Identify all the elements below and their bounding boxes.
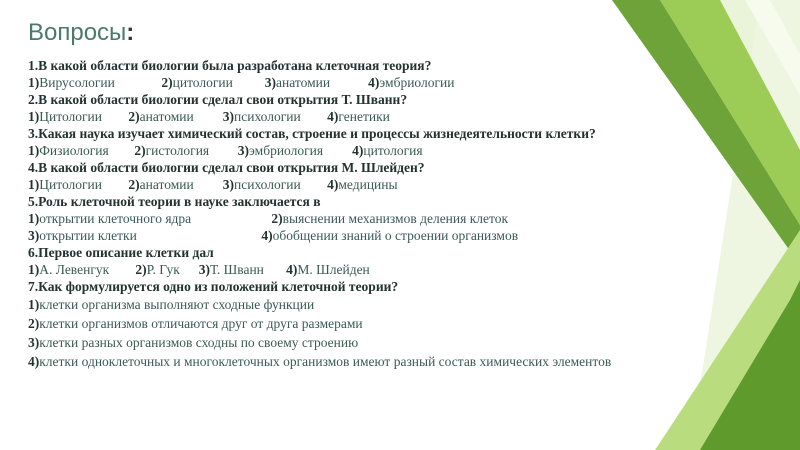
answer-option: 4)генетики: [327, 109, 390, 124]
answer-row: [28, 352, 638, 371]
question-7: 7.Как формулируется одно из положений клеточной теории?: [28, 279, 399, 294]
question-6: 6.Первое описание клетки дал: [28, 245, 214, 260]
answer-option: 2)гистология: [134, 143, 210, 158]
answer-option: 3)эмбриология: [237, 143, 324, 158]
answer-option: 4)эмбриологии: [368, 75, 455, 90]
answer-option: 3)психологии: [222, 109, 301, 124]
answer-option: 3)открытии клетки: [28, 228, 137, 243]
answer-option: 3)психологии: [222, 177, 301, 192]
question-1: 1.В какой области биологии была разработана клеточная теория?: [28, 58, 432, 73]
answer-option: 4)медицины: [327, 177, 398, 192]
answer-option: 4)М. Шлейден: [286, 262, 370, 277]
answer-row: [28, 142, 638, 159]
answer-option: 2)цитологии: [161, 75, 233, 90]
answer-option: 1)Физиология: [28, 143, 109, 158]
answer-option: 2)клетки организмов отличаются друг от друга размерами: [28, 316, 363, 331]
question-5: 5.Роль клеточной теории в науке заключается в: [28, 194, 321, 209]
answer-option: 4)клетки одноклеточных и многоклеточных организмов имеют разный состав химических элементов: [28, 354, 612, 369]
answer-option: 4)цитология: [352, 143, 423, 158]
slide-title: [28, 19, 134, 47]
answer-row: [28, 227, 638, 244]
answer-option: 1)А. Левенгук: [28, 262, 110, 277]
answer-option: 3)анатомии: [264, 75, 331, 90]
answer-row: [28, 333, 638, 352]
question-2: 2.В какой области биологии сделал свои открытия Т. Шванн?: [28, 92, 408, 107]
answer-option: 2)анатомии: [128, 109, 194, 124]
answer-option: 4)обобщении знаний о строении организмов: [261, 228, 519, 243]
answer-option: 2)анатомии: [128, 177, 194, 192]
answer-row: [28, 176, 638, 193]
slide-title-text: Вопросы: [28, 19, 127, 46]
question-4: 4.В какой области биологии сделал свои открытия М. Шлейден?: [28, 160, 425, 175]
answer-row: [28, 210, 638, 227]
answer-option: 1)клетки организма выполняют сходные функции: [28, 297, 315, 312]
answer-row: [28, 295, 638, 314]
answer-option: 1)Цитологии: [28, 109, 102, 124]
question-3: 3.Какая наука изучает химический состав, строение и процессы жизнедеятельности клетки?: [28, 126, 596, 141]
answer-row: [28, 261, 638, 278]
answer-option: 1)Вирусологии: [28, 75, 115, 90]
slide-title-colon: :: [126, 19, 135, 46]
answer-option: 1)Цитологии: [28, 177, 102, 192]
answer-row: [28, 108, 638, 125]
answer-option: 2)выяснении механизмов деления клеток: [271, 211, 509, 226]
answer-option: 3)клетки разных организмов сходны по своему строению: [28, 335, 359, 350]
questions-list: [28, 57, 638, 371]
answer-row: [28, 314, 638, 333]
answer-row: [28, 74, 638, 91]
answer-option: 3)Т. Шванн: [198, 262, 264, 277]
answer-option: 1)открытии клеточного ядра: [28, 211, 192, 226]
answer-option: 2)Р. Гук: [135, 262, 180, 277]
